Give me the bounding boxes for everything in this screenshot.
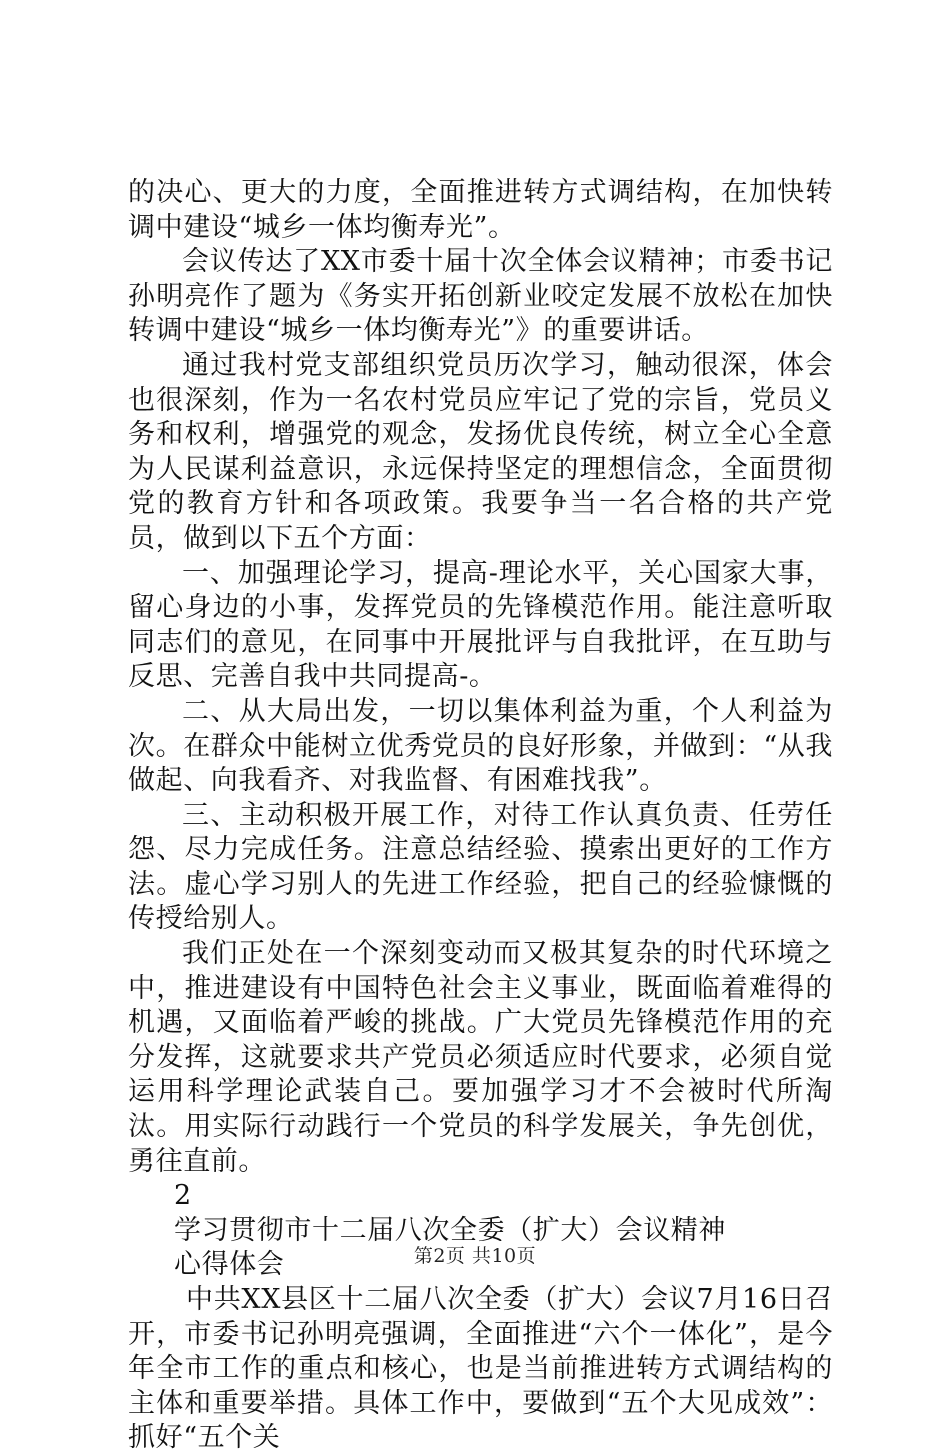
paragraph-point-one: 一、加强理论学习，提高-理论水平，关心国家大事，留心身边的小事，发挥党员的先锋模范作用。能注意听取同志们的意见，在同事中开展批评与自我批评，在互助与反思、完善自我中共同提高-。	[128, 557, 833, 693]
paragraph-meeting: 会议传达了XX市委十届十次全体会议精神；市委书记孙明亮作了题为《务实开拓创新业咬定发展不放松在加快转调中建设“城乡一体均衡寿光”》的重要讲话。	[128, 246, 833, 347]
paragraph-continuation: 的决心、更大的力度，全面推进转方式调结构，在加快转调中建设“城乡一体均衡寿光”。	[128, 177, 833, 243]
paragraph-section-start: 中共XX县区十二届八次全委（扩大）会议7月16日召开，市委书记孙明亮强调，全面推进“六个一体化”，是今年全市工作的重点和核心，也是当前推进转方式调结构的主体和重要举措。具体工作中，要做到“五个大见成效”：抓好“五个关	[128, 1284, 833, 1454]
paragraph-study: 通过我村党支部组织党员历次学习，触动很深，体会也很深刻，作为一名农村党员应牢记了党的宗旨，党员义务和权利，增强党的观念，发扬优良传统，树立全心全意为人民谋利益意识，永远保持坚定的理想信念，全面贯彻党的教育方针和各项政策。我要争当一名合格的共产党员，做到以下五个方面：	[128, 349, 833, 554]
section-title-line2: 心得体会	[174, 1249, 285, 1281]
paragraph-point-three: 三、主动积极开展工作，对待工作认真负责、任劳任怨、尽力完成任务。注意总结经验、摸索出更好的工作方法。虚心学习别人的先进工作经验，把自己的经验慷慨的传授给别人。	[128, 799, 833, 935]
section-number: 2	[174, 1180, 192, 1212]
paragraph-point-two: 二、从大局出发，一切以集体利益为重，个人利益为次。在群众中能树立优秀党员的良好形象，并做到：“从我做起、向我看齐、对我监督、有困难找我”。	[128, 695, 833, 797]
paragraph-conclusion: 我们正处在一个深刻变动而又极其复杂的时代环境之中，推进建设有中国特色社会主义事业，既面临着难得的机遇，又面临着严峻的挑战。广大党员先锋模范作用的充分发挥，这就要求共产党员必须适应时代要求，必须自觉运用科学理论武装自己。要加强学习才不会被时代所淘汰。用实际行动践行一个党员的科学发展关，争先创优，勇往直前。	[128, 938, 833, 1177]
page-footer: 第2页 共10页	[413, 1245, 537, 1267]
section-title-line1: 学习贯彻市十二届八次全委（扩大）会议精神	[174, 1214, 726, 1246]
